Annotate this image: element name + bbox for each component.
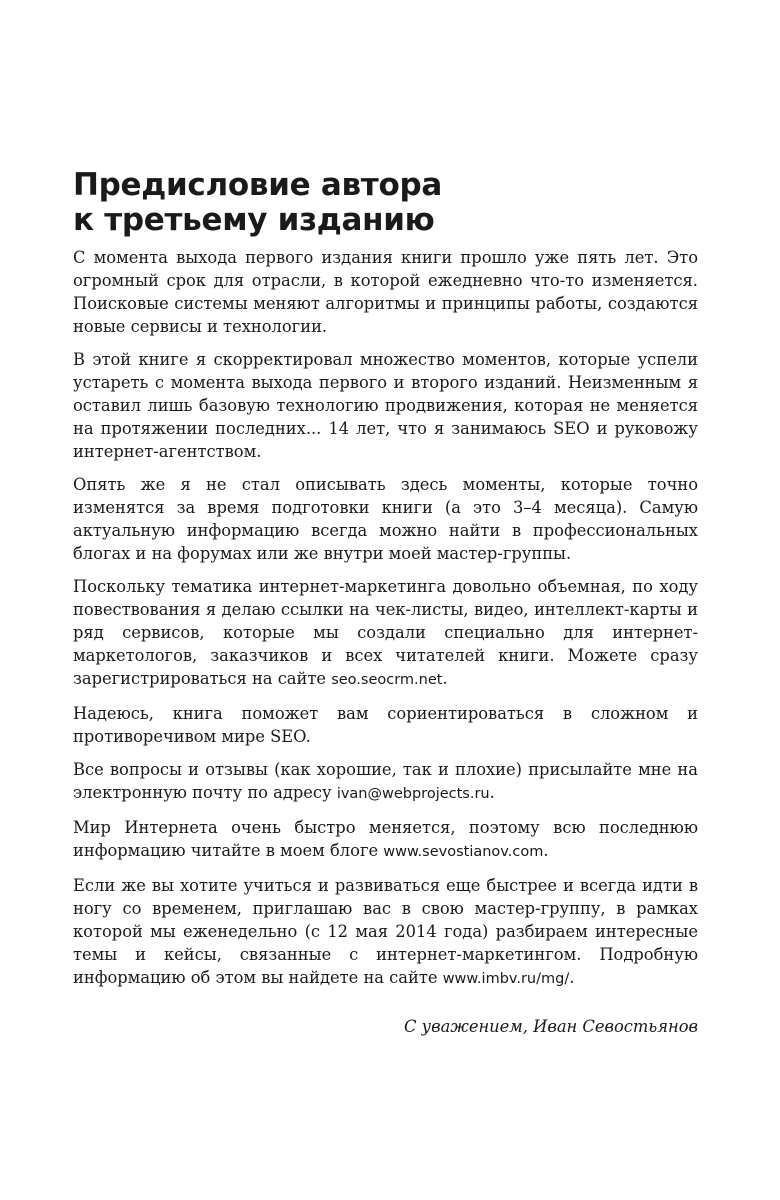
paragraph-2: В этой книге я скорректировал множество моментов, которые успели устареть с момента выхода первого и второго изданий. Неизменным я оставил лишь базовую технологию продвижения, которая не меняется на протяжении последних... 14 лет, что я занимаюсь SEO и руковожу интернет-агентством. bbox=[73, 350, 698, 461]
paragraph-8-end: . bbox=[569, 968, 575, 987]
author-signature: С уважением, Иван Севостьянов bbox=[404, 1017, 698, 1036]
title-line-2: к третьему изданию bbox=[73, 202, 435, 238]
paragraph-1: С момента выхода первого издания книги прошло уже пять лет. Это огромный срок для отрасли, в которой ежедневно что-то изменяется. Поисковые системы меняют алгоритмы и принципы работы, создаются новые сервисы и технологии. bbox=[73, 248, 698, 336]
paragraph-6-end: . bbox=[489, 783, 495, 802]
paragraph-7-end: . bbox=[543, 841, 549, 860]
paragraph-7-text: Мир Интернета очень быстро меняется, поэтому всю последнюю информацию читайте в моем блоге bbox=[73, 818, 698, 860]
paragraph-3: Опять же я не стал описывать здесь моменты, которые точно изменятся за время подготовки книги (а это 3–4 месяца). Самую актуальную информацию всегда можно найти в профессиональных блогах и на форумах или же внутри моей мастер-группы. bbox=[73, 475, 698, 563]
paragraph-4-end: . bbox=[442, 669, 448, 688]
paragraph-8 bbox=[73, 874, 698, 991]
mastergroup-link[interactable]: www.imbv.ru/mg/ bbox=[442, 971, 570, 987]
paragraph-5: Надеюсь, книга поможет вам сориентироваться в сложном и противоречивом мире SEO. bbox=[73, 704, 698, 746]
paragraph-6 bbox=[73, 758, 698, 806]
seocrm-link[interactable]: seo.seocrm.net bbox=[331, 672, 443, 688]
paragraph-4-text: Поскольку тематика интернет-маркетинга довольно объемная, по ходу повествования я делаю ссылки на чек-листы, видео, интеллект-карты и ряд сервисов, которые мы создали специально для интернет-маркетологов, заказчиков и всех читателей книги. Можете сразу зарегистрироваться на сайте bbox=[73, 577, 698, 688]
title-line-1: Предисловие автора bbox=[73, 167, 442, 203]
blog-link[interactable]: www.sevostianov.com bbox=[383, 844, 544, 860]
paragraph-7 bbox=[73, 816, 698, 864]
page-title bbox=[73, 168, 698, 238]
email-link[interactable]: ivan@webprojects.ru bbox=[336, 786, 490, 802]
paragraph-4 bbox=[73, 575, 698, 692]
paragraph-8-text: Если же вы хотите учиться и развиваться еще быстрее и всегда идти в ногу со временем, приглашаю вас в свою мастер-группу, в рамках которой мы еженедельно (с 12 мая 2014 года) разбираем интересные темы и кейсы, связанные с интернет-маркетингом. Подробную информацию об этом вы найдете на сайте bbox=[73, 876, 698, 987]
page-content bbox=[73, 168, 698, 1038]
paragraph-6-text: Все вопросы и отзывы (как хорошие, так и плохие) присылайте мне на электронную почту по адресу bbox=[73, 760, 698, 802]
